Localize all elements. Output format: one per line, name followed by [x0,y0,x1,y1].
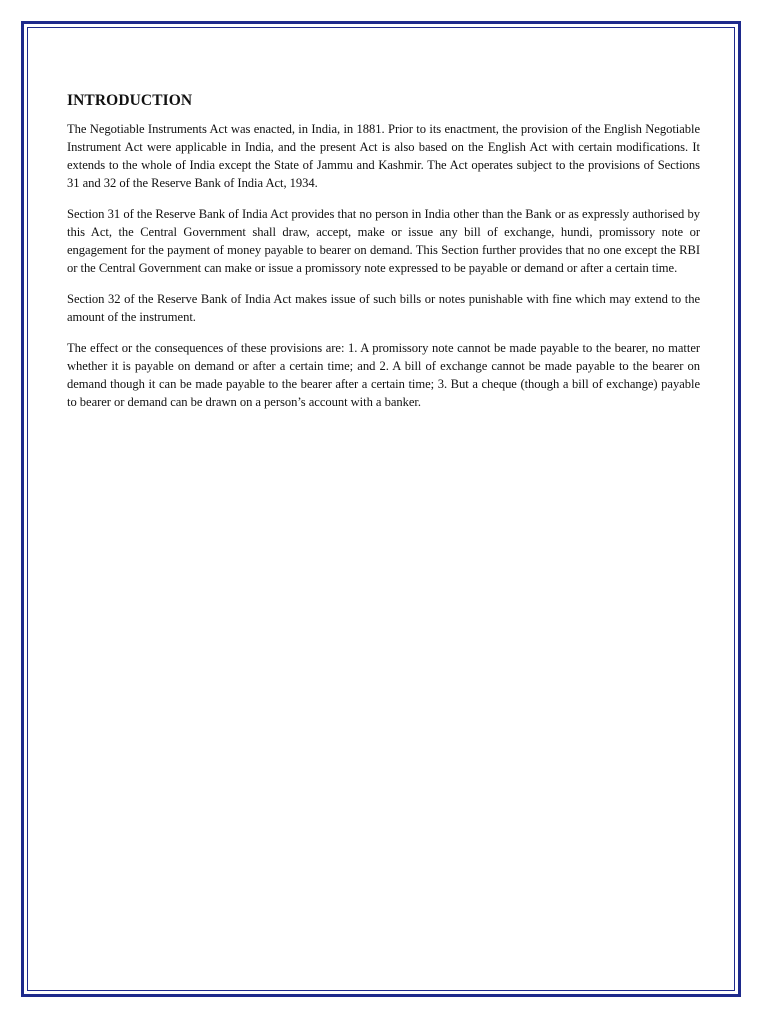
paragraph-history: The Negotiable Instruments Act was enacted, in India, in 1881. Prior to its enactment, the provision of the English Negotiable Instrument Act were applicable in India, and the present Act is also based on the English Act with certain modifications. It extends to the whole of India except the State of Jammu and Kashmir. The Act operates subject to the provisions of Sections 31 and 32 of the Reserve Bank of India Act, 1934. [67,122,700,190]
paragraph-consequences: The effect or the consequences of these provisions are: 1. A promissory note cannot be made payable to the bearer, no matter whether it is payable on demand or after a certain time; and 2. A bill of exchange cannot be made payable to the bearer on demand though it can be made payable to the bearer after a certain time; 3. But a cheque (though a bill of exchange) payable to bearer or demand can be drawn on a person’s account with a banker. [67,341,700,409]
paragraph-section-31: Section 31 of the Reserve Bank of India Act provides that no person in India other than the Bank or as expressly authorised by this Act, the Central Government shall draw, accept, make or issue any bill of exchange, hundi, promissory note or engagement for the payment of money payable to bearer on demand. This Section further provides that no one except the RBI or the Central Government can make or issue a promissory note expressed to be payable or demand or after a certain time. [67,207,700,275]
document-body [67,92,700,424]
section-heading: INTRODUCTION [67,92,193,109]
paragraph-section-32: Section 32 of the Reserve Bank of India Act makes issue of such bills or notes punishable with fine which may extend to the amount of the instrument. [67,292,700,324]
